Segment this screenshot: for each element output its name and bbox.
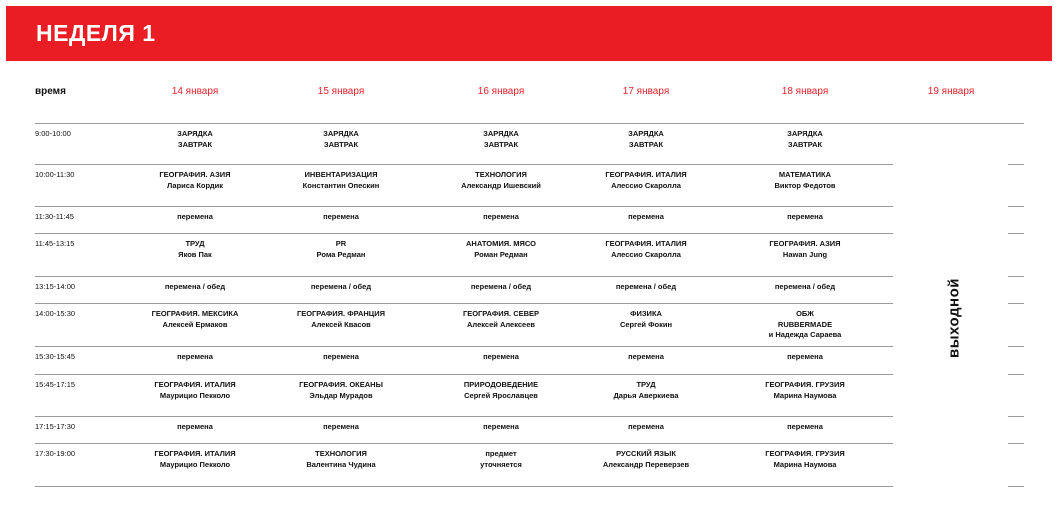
subject-name: перемена <box>483 212 519 221</box>
schedule-cell <box>426 212 576 223</box>
row-divider <box>35 416 893 417</box>
teacher-name: Алессио Скаролла <box>611 180 681 190</box>
time-slot: 9:00-10:00 <box>35 129 71 138</box>
teacher-name: Константин Опескин <box>302 180 380 190</box>
subject-name: перемена <box>177 212 213 221</box>
schedule-cell <box>730 352 880 363</box>
subject-name: ЗАРЯДКА <box>483 129 519 138</box>
schedule-cell <box>730 170 880 191</box>
subject-name: перемена / обед <box>164 282 226 291</box>
week-header <box>6 6 1052 61</box>
subject-name: перемена <box>177 352 213 361</box>
schedule-cell <box>266 282 416 293</box>
schedule-cell <box>120 129 270 150</box>
schedule-cell <box>266 380 416 401</box>
teacher-name: уточняется <box>480 459 522 469</box>
schedule-cell <box>571 282 721 293</box>
row-divider <box>35 374 893 375</box>
teacher-name: Маурицио Пекколо <box>159 390 231 400</box>
teacher-name: Алессио Скаролла <box>611 249 681 259</box>
time-slot: 17:15-17:30 <box>35 422 76 431</box>
subject-name: ЗАРЯДКА <box>177 129 213 138</box>
subject-name: ГЕОГРАФИЯ. ИТАЛИЯ <box>154 380 236 389</box>
subject-name: ОБЖ <box>796 309 814 318</box>
schedule-cell <box>266 449 416 470</box>
row-divider <box>35 233 893 234</box>
teacher-name: ЗАВТРАК <box>323 139 359 149</box>
subject-name: ТЕХНОЛОГИЯ <box>475 170 527 179</box>
teacher-name: Hawan Jung <box>782 249 828 259</box>
subject-name: перемена <box>628 212 664 221</box>
subject-name: перемена <box>483 422 519 431</box>
row-divider <box>35 303 893 304</box>
schedule-cell <box>571 352 721 363</box>
teacher-name: Дарья Аверкиева <box>613 390 679 400</box>
teacher-name: Александр Ишевский <box>461 180 541 190</box>
schedule-cell <box>266 239 416 260</box>
schedule-cell <box>120 422 270 433</box>
teacher-name: Виктор Федотов <box>774 180 836 190</box>
subject-name: РУССКИЙ ЯЗЫК <box>616 449 676 458</box>
subject-name: ЗАРЯДКА <box>787 129 823 138</box>
subject-name: ТРУД <box>185 239 205 248</box>
subject-name: перемена / обед <box>615 282 677 291</box>
subject-name: перемена <box>483 352 519 361</box>
schedule-cell <box>571 449 721 470</box>
schedule-cell <box>426 422 576 433</box>
time-slot: 15:45-17:15 <box>35 380 76 389</box>
schedule-cell <box>571 239 721 260</box>
subject-name: ЗАРЯДКА <box>628 129 664 138</box>
subject-name: PR <box>335 239 347 248</box>
subject-name: ИНВЕНТАРИЗАЦИЯ <box>304 170 378 179</box>
teacher-name: Сергей Ярославцев <box>464 390 538 400</box>
row-divider-tick <box>1008 164 1024 165</box>
time-slot: 10:00-11:30 <box>35 170 75 179</box>
teacher-name: Маурицио Пекколо <box>159 459 231 469</box>
day-header: 19 января <box>927 86 975 97</box>
teacher-name: Роман Редман <box>474 249 528 259</box>
subject-name: ПРИРОДОВЕДЕНИЕ <box>463 380 539 389</box>
teacher-name: ЗАВТРАК <box>628 139 664 149</box>
teacher-name: Сергей Фокин <box>619 319 673 329</box>
time-column-header: время <box>35 86 66 97</box>
bottom-divider <box>35 486 893 487</box>
schedule-cell <box>730 309 880 341</box>
teacher-name: Яков Пак <box>178 249 212 259</box>
schedule-cell <box>730 282 880 293</box>
schedule-cell <box>730 380 880 401</box>
day-header: 18 января <box>781 86 829 97</box>
row-divider-tick <box>1008 303 1024 304</box>
schedule-cell <box>571 170 721 191</box>
subject-name: перемена <box>787 422 823 431</box>
subject-name: МАТЕМАТИКА <box>778 170 832 179</box>
subject-name: ГЕОГРАФИЯ. ОКЕАНЫ <box>299 380 383 389</box>
teacher-name: Валентина Чудина <box>306 459 376 469</box>
schedule-cell <box>426 129 576 150</box>
row-divider <box>35 276 893 277</box>
day-off-label: выходной <box>945 278 963 358</box>
week-title: НЕДЕЛЯ 1 <box>36 20 156 46</box>
teacher-name: Марина Наумова <box>773 459 837 469</box>
time-slot: 11:45-13:15 <box>35 239 75 248</box>
subject-name: перемена <box>628 422 664 431</box>
schedule-cell <box>571 422 721 433</box>
time-slot: 11:30-11:45 <box>35 212 74 221</box>
teacher-name: Алексей Квасов <box>311 319 371 329</box>
schedule-cell <box>120 352 270 363</box>
teacher-name: ЗАВТРАК <box>787 139 823 149</box>
schedule-cell <box>426 239 576 260</box>
schedule-cell <box>426 380 576 401</box>
schedule-cell <box>266 352 416 363</box>
schedule-cell <box>571 380 721 401</box>
row-divider-tick <box>1008 416 1024 417</box>
schedule-cell <box>266 422 416 433</box>
schedule-cell <box>571 129 721 150</box>
subject-name: АНАТОМИЯ. МЯСО <box>465 239 536 248</box>
row-divider <box>35 443 893 444</box>
bottom-divider-tick <box>1008 486 1024 487</box>
subject-name: ТРУД <box>636 380 656 389</box>
schedule-cell <box>120 449 270 470</box>
subject-name: ГЕОГРАФИЯ. МЕКСИКА <box>151 309 239 318</box>
day-header: 17 января <box>622 86 670 97</box>
row-divider-tick <box>1008 233 1024 234</box>
row-divider-tick <box>1008 374 1024 375</box>
teacher-name: и Надежда Сараева <box>768 330 842 339</box>
subject-name: ГЕОГРАФИЯ. ГРУЗИЯ <box>765 380 845 389</box>
row-divider-tick <box>1008 346 1024 347</box>
row-divider <box>35 164 893 165</box>
schedule-cell <box>426 282 576 293</box>
subject-name: перемена / обед <box>310 282 372 291</box>
subject-name: ГЕОГРАФИЯ. ГРУЗИЯ <box>765 449 845 458</box>
subject-name: предмет <box>485 449 517 458</box>
schedule-cell <box>120 309 270 330</box>
schedule-cell <box>730 212 880 223</box>
day-header: 15 января <box>317 86 365 97</box>
day-header: 16 января <box>477 86 525 97</box>
subject-name: ГЕОГРАФИЯ. ИТАЛИЯ <box>154 449 236 458</box>
schedule-cell <box>266 212 416 223</box>
subject-name: перемена <box>323 352 359 361</box>
subject-name: перемена / обед <box>470 282 532 291</box>
subject-name: ГЕОГРАФИЯ. АЗИЯ <box>159 170 231 179</box>
schedule-cell <box>426 449 576 470</box>
subject-name: перемена <box>628 352 664 361</box>
row-divider-tick <box>1008 443 1024 444</box>
schedule-cell <box>120 239 270 260</box>
teacher-name: Лариса Кордик <box>166 180 223 190</box>
subject-name: ЗАРЯДКА <box>323 129 359 138</box>
subject-name: ГЕОГРАФИЯ. СЕВЕР <box>462 309 540 318</box>
schedule-cell <box>426 309 576 330</box>
schedule-cell <box>120 282 270 293</box>
row-divider <box>35 346 893 347</box>
teacher-name: Эльдар Мурадов <box>309 390 373 400</box>
schedule-cell <box>730 422 880 433</box>
subject-name: перемена <box>177 422 213 431</box>
time-slot: 17:30-19:00 <box>35 449 76 458</box>
teacher-name: RUBBERMADE <box>777 319 833 329</box>
teacher-name: ЗАВТРАК <box>483 139 519 149</box>
row-divider-tick <box>1008 276 1024 277</box>
subject-name: перемена <box>787 212 823 221</box>
subject-name: ФИЗИКА <box>630 309 662 318</box>
schedule-cell <box>730 449 880 470</box>
teacher-name: Марина Наумова <box>773 390 837 400</box>
time-slot: 13:15-14:00 <box>35 282 76 291</box>
row-divider-tick <box>1008 206 1024 207</box>
row-divider <box>35 123 1024 124</box>
teacher-name: Алексей Ермаков <box>162 319 228 329</box>
subject-name: ГЕОГРАФИЯ. АЗИЯ <box>769 239 841 248</box>
time-slot: 15:30-15:45 <box>35 352 76 361</box>
subject-name: перемена <box>323 422 359 431</box>
teacher-name: Алексей Алексеев <box>467 319 535 329</box>
teacher-name: Александр Переверзев <box>602 459 690 469</box>
subject-name: ГЕОГРАФИЯ. ФРАНЦИЯ <box>296 309 386 318</box>
schedule-cell <box>120 170 270 191</box>
subject-name: ГЕОГРАФИЯ. ИТАЛИЯ <box>605 170 687 179</box>
schedule-cell <box>571 212 721 223</box>
teacher-name: Рома Редман <box>316 249 366 259</box>
subject-name: ГЕОГРАФИЯ. ИТАЛИЯ <box>605 239 687 248</box>
schedule-cell <box>266 129 416 150</box>
subject-name: перемена <box>787 352 823 361</box>
row-divider <box>35 206 893 207</box>
subject-name: перемена / обед <box>774 282 836 291</box>
schedule-cell <box>426 170 576 191</box>
teacher-name: ЗАВТРАК <box>177 139 213 149</box>
day-header: 14 января <box>171 86 219 97</box>
schedule-cell <box>120 380 270 401</box>
schedule-cell <box>120 212 270 223</box>
schedule-cell <box>571 309 721 330</box>
schedule-cell <box>730 129 880 150</box>
schedule-cell <box>266 309 416 330</box>
subject-name: перемена <box>323 212 359 221</box>
schedule-cell <box>730 239 880 260</box>
subject-name: ТЕХНОЛОГИЯ <box>315 449 367 458</box>
schedule-cell <box>426 352 576 363</box>
schedule-cell <box>266 170 416 191</box>
time-slot: 14:00-15:30 <box>35 309 76 318</box>
